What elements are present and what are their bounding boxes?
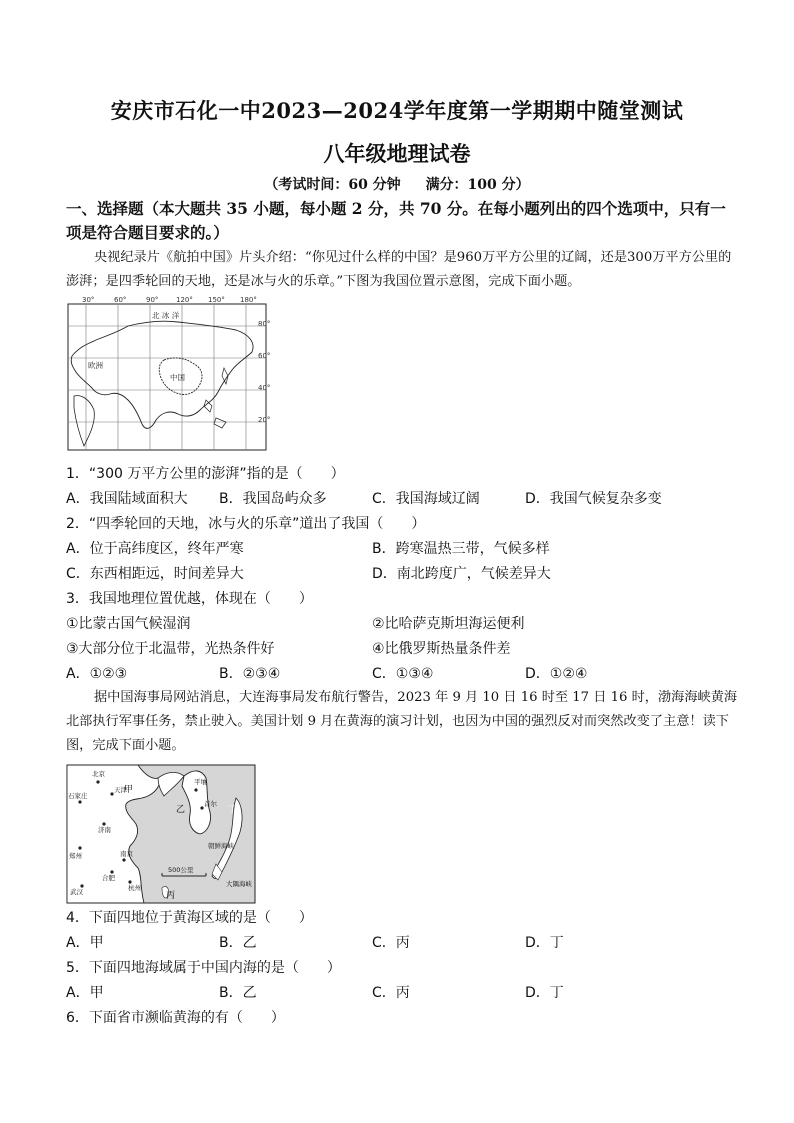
china-label: 中国 — [170, 373, 185, 382]
q3-statement-1: ①比蒙古国气候湿润 — [66, 616, 191, 632]
q5-option-a[interactable]: A．甲 — [66, 985, 104, 1001]
scale-label: 500公里 — [168, 866, 194, 874]
q2-option-c[interactable]: C．东西相距远，时间差异大 — [66, 566, 244, 582]
q3-statement-4: ④比俄罗斯热量条件差 — [372, 641, 511, 657]
q1-option-b[interactable]: B．我国岛屿众多 — [219, 491, 327, 507]
q2-option-a[interactable]: A．位于高纬度区，终年严寒 — [66, 541, 244, 557]
lat-label: 40° — [258, 384, 271, 392]
exam-subtitle: 八年级地理试卷 — [323, 141, 471, 166]
exam-title: 安庆市石化一中2023—2024学年度第一学期期中随堂测试 — [110, 98, 684, 123]
q4-option-d[interactable]: D．丁 — [525, 935, 564, 951]
label-korea-strait: 朝鲜海峡 — [208, 842, 234, 850]
label-yi: 乙 — [176, 805, 186, 815]
china-position-map — [66, 296, 272, 452]
city-label-zhengzhou: 郑州 — [69, 852, 82, 860]
passage-2: 据中国海事局网站消息，大连海事局发布航行警告，2023 年 9 月 10 日 16 时至 17 日 16 时，渤海海峡黄海北部执行军事任务，禁止驶入。美国计划 9 月在黄海的演习计划，也因为中国的强烈反对而突然改变了主意！读下图，完成下面小题。 — [66, 690, 738, 753]
question-5-stem: 5．下面四地海域属于中国内海的是（ ） — [66, 960, 341, 976]
exam-time: （考试时间：60 分钟 — [264, 177, 401, 193]
lon-label: 180° — [240, 296, 257, 304]
label-osumi-strait: 大隅海峡 — [226, 880, 252, 888]
lat-label: 80° — [258, 320, 271, 328]
label-bing: 丙 — [166, 891, 176, 901]
section-heading: 一、选择题（本大题共 35 小题，每小题 2 分，共 70 分。在每小题列出的四个选项中，只有一项是符合题目要求的。） — [66, 199, 726, 242]
q1-option-a[interactable]: A．我国陆域面积大 — [66, 491, 188, 507]
q4-option-b[interactable]: B．乙 — [219, 935, 257, 951]
yellow-sea-map — [66, 764, 256, 904]
q3-option-c[interactable]: C．①③④ — [372, 666, 434, 682]
city-label-jinan: 济南 — [98, 826, 111, 834]
q3-option-d[interactable]: D．①②④ — [525, 666, 588, 682]
full-score: 满分：100 分） — [425, 177, 530, 193]
city-label-seoul: 首尔 — [204, 800, 217, 808]
city-label-shijiazhuang: 石家庄 — [68, 792, 88, 800]
city-label-wuhan: 武汉 — [70, 888, 83, 896]
q2-option-b[interactable]: B．跨寒温热三带，气候多样 — [372, 541, 550, 557]
q5-option-d[interactable]: D．丁 — [525, 985, 564, 1001]
q2-option-d[interactable]: D．南北跨度广，气候差异大 — [372, 566, 551, 582]
city-label-tianjin: 天津 — [114, 786, 127, 794]
city-label-nanjing: 南京 — [120, 850, 133, 858]
lon-label: 30° — [82, 296, 95, 304]
q1-option-d[interactable]: D．我国气候复杂多变 — [525, 491, 662, 507]
lat-label: 20° — [258, 416, 271, 424]
city-label-hefei: 合肥 — [102, 874, 115, 882]
city-label-pyongyang: 平壤 — [194, 778, 207, 786]
question-6-stem: 6．下面省市濒临黄海的有（ ） — [66, 1010, 285, 1026]
exam-meta — [0, 174, 794, 194]
q3-statement-3: ③大部分位于北温带，光热条件好 — [66, 641, 275, 657]
passage-1: 央视纪录片《航拍中国》片头介绍：“你见过什么样的中国？是960万平方公里的辽阔，还是300万平方公里的澎湃；是四季轮回的天地，还是冰与火的乐章。”下图为我国位置示意图，完成下面小题。 — [66, 250, 732, 289]
q5-option-b[interactable]: B．乙 — [219, 985, 257, 1001]
q3-option-b[interactable]: B．②③④ — [219, 666, 281, 682]
q1-option-c[interactable]: C．我国海域辽阔 — [372, 491, 480, 507]
city-label-beijing: 北京 — [92, 770, 105, 778]
q4-option-c[interactable]: C．丙 — [372, 935, 410, 951]
city-label-hangzhou: 杭州 — [128, 884, 141, 892]
q5-option-c[interactable]: C．丙 — [372, 985, 410, 1001]
q3-option-a[interactable]: A．①②③ — [66, 666, 128, 682]
q3-statement-2: ②比哈萨克斯坦海运便利 — [372, 616, 525, 632]
lat-label: 60° — [258, 352, 271, 360]
label-jia: 甲 — [124, 785, 134, 795]
question-4-stem: 4．下面四地位于黄海区域的是（ ） — [66, 910, 313, 926]
lon-label: 90° — [146, 296, 159, 304]
lon-label: 60° — [114, 296, 127, 304]
lon-label: 120° — [176, 296, 193, 304]
label-ding: 丁 — [228, 805, 238, 815]
ocean-label: 北 冰 洋 — [152, 311, 180, 320]
question-2-stem: 2．“四季轮回的天地，冰与火的乐章”道出了我国（ ） — [66, 516, 426, 532]
europe-label: 欧洲 — [88, 361, 103, 370]
q4-option-a[interactable]: A．甲 — [66, 935, 104, 951]
question-1-stem: 1．“300 万平方公里的澎湃”指的是（ ） — [66, 466, 345, 482]
lon-label: 150° — [208, 296, 225, 304]
question-3-stem: 3．我国地理位置优越，体现在（ ） — [66, 591, 313, 607]
